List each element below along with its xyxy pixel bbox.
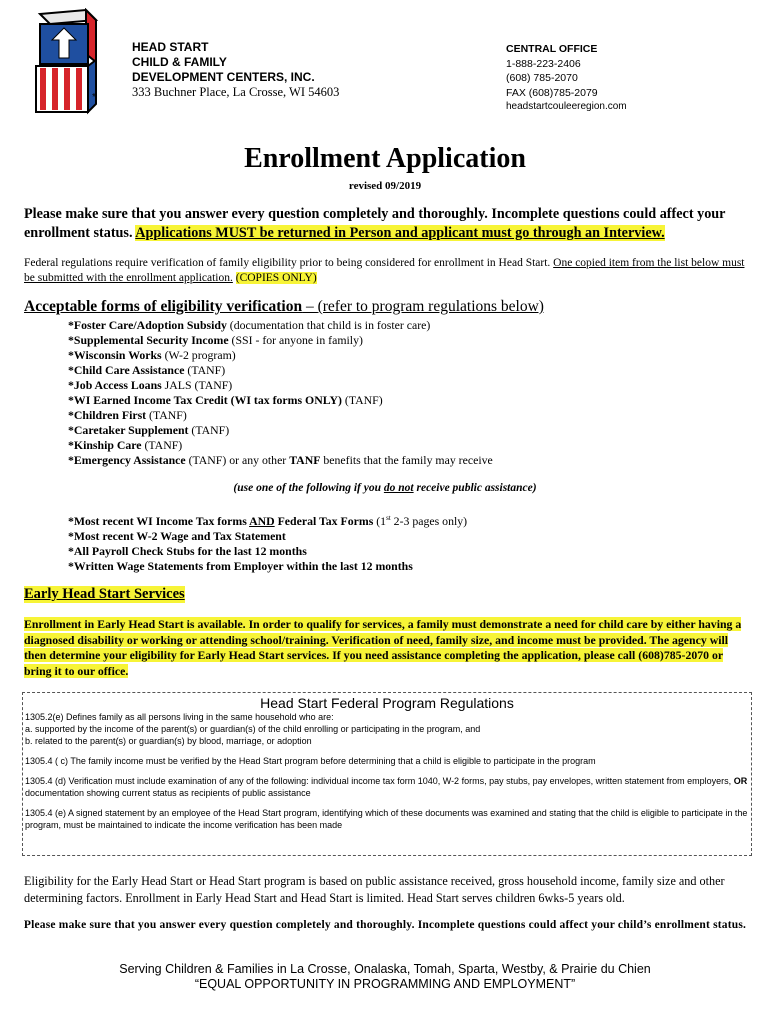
list-item: *Kinship Care (TANF) <box>68 438 183 452</box>
page-title: Enrollment Application <box>244 143 526 174</box>
org-line-2: CHILD & FAMILY <box>132 55 227 69</box>
list-item: *Supplemental Security Income (SSI - for anyone in family) <box>68 333 363 347</box>
list-item: *Emergency Assistance (TANF) or any other TANF benefits that the family may receive <box>68 453 493 467</box>
regulations-title: Head Start Federal Program Regulations <box>260 695 514 711</box>
list-item: *Wisconsin Works (W-2 program) <box>68 348 236 362</box>
intro-paragraph <box>24 205 754 243</box>
logo-asterisk: * <box>92 92 96 103</box>
intro-text: Please make sure that you answer every question completely and thoroughly. Incomplete questions could affect your enrollment status. <box>24 206 726 241</box>
footer <box>0 962 770 992</box>
regulation-1305-4d: 1305.4 (d) Verification must include examination of any of the following: individual income tax form 1040, W-2 forms, pay stubs, pay envelopes, written statement from employers, OR documentation showing current status as recipients of public assistance <box>25 776 748 798</box>
acceptable-forms-list <box>68 318 493 468</box>
list-item: *All Payroll Check Stubs for the last 12 months <box>68 543 307 558</box>
office-phone-toll-free: 1-888-223-2406 <box>506 57 581 70</box>
acceptable-heading-ref: (refer to program regulations below) <box>317 298 544 315</box>
fedreg-underlined: One copied item from the list below must be submitted with the enrollment application. <box>24 257 745 284</box>
early-head-start-body: Enrollment in Early Head Start is available. In order to qualify for services, a family must demonstrate a need for child care by either having a diagnosed disability or working or attending school/training. Verification of need, family size, and income must be provided. The agency will then determine your eligibility for Early Head Start services. If you need assistance completing the application, please call (608)785-2070 or bring it to our office. <box>24 617 742 678</box>
list-item: *Most recent W-2 Wage and Tax Statement <box>68 528 286 543</box>
organization-block <box>132 40 339 100</box>
regulation-1305-2e-line1: 1305.2(e) Defines family as all persons living in the same household who are: <box>25 712 334 722</box>
acceptable-forms-heading <box>24 298 544 316</box>
office-website: headstartcouleeregion.com <box>506 101 627 112</box>
regulation-1305-4e: 1305.4 (e) A signed statement by an employee of the Head Start program, identifying which of these documents was examined and stating that the child is eligible to participate in the program, must be maintained to indicate the income verification has been made <box>25 808 748 830</box>
acceptable-heading-dash: – <box>302 298 318 315</box>
list-item: *Child Care Assistance (TANF) <box>68 363 226 377</box>
footer-motto: “EQUAL OPPORTUNITY IN PROGRAMMING AND EMPLOYMENT” <box>194 977 576 991</box>
central-office-block <box>506 42 627 115</box>
regulation-1305-4c: 1305.4 ( c) The family income must be verified by the Head Start program before determining that a child is eligible to participate in the program <box>25 756 596 766</box>
final-note: Please make sure that you answer every question completely and thoroughly. Incomplete questions could affect your child’s enrollment status. <box>23 919 747 931</box>
fedreg-copies-only: (COPIES ONLY) <box>235 272 317 284</box>
intro-highlight: Applications MUST be returned in Person and applicant must go through an Interview. <box>135 225 665 241</box>
acceptable-heading-text: Acceptable forms of eligibility verification <box>24 298 303 315</box>
revised-date: revised 09/2019 <box>348 180 422 192</box>
list-item: *WI Earned Income Tax Credit (WI tax forms ONLY) (TANF) <box>68 393 383 407</box>
fedreg-text: Federal regulations require verification of family eligibility prior to being considered for enrollment in Head Start. <box>24 257 554 269</box>
org-line-3: DEVELOPMENT CENTERS, INC. <box>132 70 315 84</box>
list-item: *Written Wage Statements from Employer within the last 12 months <box>68 558 413 573</box>
org-address: 333 Buchner Place, La Crosse, WI 54603 <box>132 85 340 99</box>
income-documents-list <box>68 511 467 574</box>
head-start-logo <box>30 8 102 116</box>
org-line-1: HEAD START <box>132 40 209 54</box>
federal-regulations-note <box>24 256 754 286</box>
regulation-1305-2e-line2: a. supported by the income of the parent(s) or guardian(s) of the child enrolling or participating in the program, and <box>25 724 481 734</box>
list-item: *Job Access Loans JALS (TANF) <box>68 378 233 392</box>
office-fax: FAX (608)785-2079 <box>506 86 598 99</box>
list-item: *Children First (TANF) <box>68 408 187 422</box>
use-one-instruction: (use one of the following if you do not receive public assistance) <box>233 482 537 494</box>
federal-regulations-box <box>22 692 752 856</box>
list-item: *Foster Care/Adoption Subsidy (documentation that child is in foster care) <box>68 318 431 332</box>
footer-serving: Serving Children & Families in La Crosse, Onalaska, Tomah, Sparta, Westby, & Prairie du Chien <box>119 962 651 976</box>
regulation-1305-2e-line3: b. related to the parent(s) or guardian(s) by blood, marriage, or adoption <box>25 736 312 746</box>
office-title: CENTRAL OFFICE <box>506 43 598 55</box>
eligibility-paragraph: Eligibility for the Early Head Start or Head Start program is based on public assistance received, gross household income, family size and other determining factors. Enrollment in Early Head Start and Head Start is limited. Head Start serves children 6wks-5 years old. <box>24 874 725 905</box>
list-item: *Caretaker Supplement (TANF) <box>68 423 230 437</box>
list-item: *Most recent WI Income Tax forms AND Federal Tax Forms (1st 2-3 pages only) <box>68 513 468 528</box>
office-phone-local: (608) 785-2070 <box>506 72 578 84</box>
early-head-start-heading: Early Head Start Services <box>24 586 185 602</box>
